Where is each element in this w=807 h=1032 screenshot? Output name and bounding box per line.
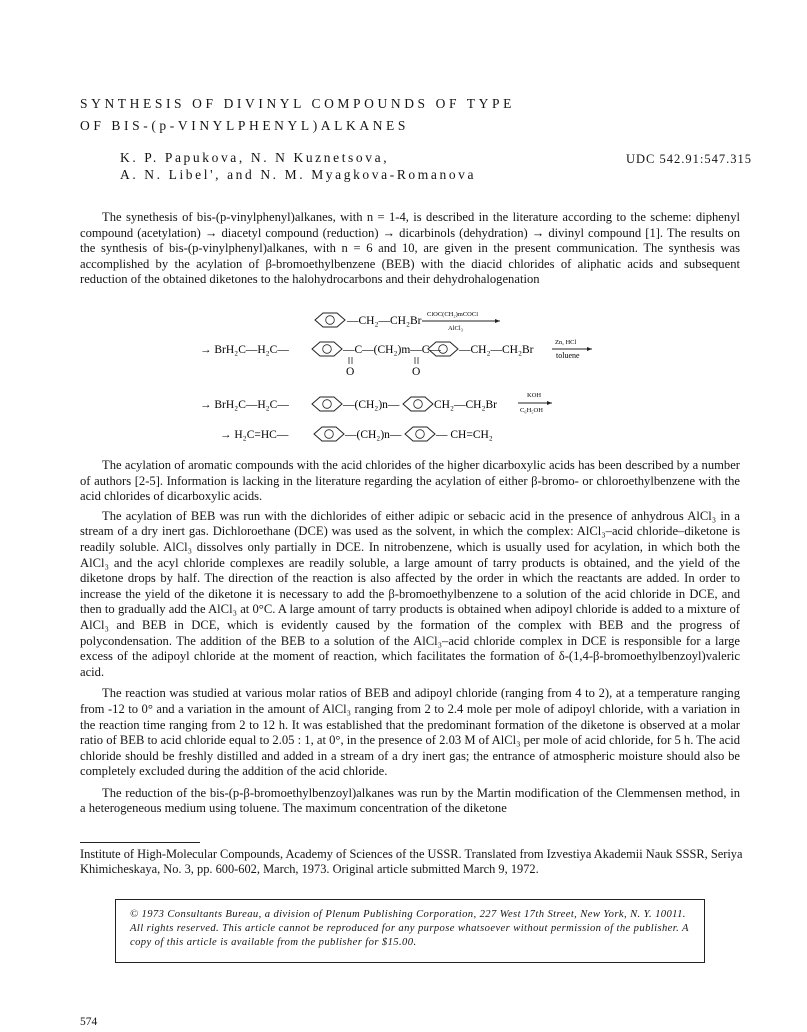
authors-line-2: A. N. Libel', and N. M. Myagkova-Romanova [120, 167, 477, 182]
carbonyl-oxygen-left: O [346, 366, 355, 378]
row1-group: —CH₂—CH₂Br [347, 315, 422, 327]
copyright-box [115, 899, 705, 963]
row2-solvent: toluene [556, 351, 580, 360]
carbonyl-oxygen-right: O [412, 366, 421, 378]
intro-paragraph-block [80, 210, 740, 288]
row2-mid: —C—(CH₂)m—C— [343, 344, 441, 356]
page-number: 574 [80, 1016, 98, 1028]
row3-end: CH₂—CH₂Br [434, 399, 497, 411]
row3-reagent: KOH [527, 392, 542, 399]
benzene-ring-row4-left [314, 427, 344, 441]
udc-code: UDC 542.91:547.315 [626, 152, 752, 166]
footnote-rule [80, 842, 200, 843]
authors-line-1: K. P. Papukova, N. N Kuznetsova, [120, 150, 390, 165]
row2-end: —CH₂—CH₂Br [459, 344, 534, 356]
benzene-ring-row1 [315, 313, 345, 327]
paragraph-4: The reaction was studied at various molar ratios of BEB and adipoyl chloride (ranging from 4 to 2), at a temperature ranging from -12 to 0° and a variation in the amount of AlCl₃ ranging from 2 to 2.4 mole per mole of adipoyl chloride, with a variation in the reaction time ranging from 2 to 12 h. It was established that the predominant formation of the diketone is observed at a molar ratio of BEB to acid chloride equal to 2.05 : 1, at 0°, in the presence of 2.03 M of AlCl₃ per mole of acid chloride, for 5 h. The acid chloride should be freshly distilled and added in a stream of a dry inert gas; the entrance of atmospheric moisture should also be completely excluded during the addition of the acid chloride. [80, 686, 740, 779]
body-text-block [80, 458, 740, 817]
copyright-text: © 1973 Consultants Bureau, a division of Plenum Publishing Corporation, 227 West 17th Street, New York, N. Y. 10011. All rights reserved. This article cannot be reproduced for any purpose whatsoever without permission of the publisher. A copy of this article is available from the publisher for $15.00. [130, 909, 689, 948]
row1-reagent: ClOC(CH₂)mCOCl [427, 312, 479, 318]
row2-start: → BrH₂C—H₂C— [200, 344, 289, 356]
reaction-scheme [200, 312, 600, 457]
benzene-ring-row3-left [312, 397, 342, 411]
reaction-scheme-svg [200, 312, 600, 457]
row1-catalyst: AlCl₃ [448, 325, 463, 332]
article-title-line-2: OF BIS-(p-VINYLPHENYL)ALKANES [80, 118, 410, 133]
paragraph-3: The acylation of BEB was run with the dichlorides of either adipic or sebacic acid in the presence of anhydrous AlCl₃ in a stream of a dry inert gas. Dichloroethane (DCE) was used as the solvent, in which the complex: AlCl₃–acid chloride–diketone is readily soluble. AlCl₃ dissolves only partially in DCE. In nitrobenzene, which is usually used for acylation, in which both the AlCl₃ and the acyl chloride complexes are readily soluble, a large amount of tarry products is obtained, and the yield of the diketone drops by half. The direction of the reaction is also affected by the order in which the reactants are added. In order to increase the yield of the diketone it is necessary to add the β-bromoethylbenzene to a solution of the acid chloride in DCE, and then to gradually add the AlCl₃ at 0°C. A large amount of tarry products is obtained when adipoyl chloride is added to a mixture of AlCl₃ and BEB in DCE, which is evidently caused by the formation of the complex with BEB and the progress of polycondensation. The addition of the BEB to a solution of the AlCl₃–acid chloride complex in DCE is responsible for a large excess of the adipoyl chloride at the moment of reaction, which facilitates the formation of δ-(1,4-β-bromoethylbenzoyl)valeric acid. [80, 508, 740, 679]
benzene-ring-row4-right [405, 427, 435, 441]
article-title-line-1: SYNTHESIS OF DIVINYL COMPOUNDS OF TYPE [80, 96, 515, 111]
paragraph-5: The reduction of the bis-(p-β-bromoethylbenzoyl)alkanes was run by the Martin modification of the Clemmensen method, in a heterogeneous medium using toluene. The maximum concentration of the diketone [80, 785, 740, 816]
row3-solvent: C₆H₅OH [520, 407, 543, 414]
paragraph-2: The acylation of aromatic compounds with the acid chlorides of the higher dicarboxylic acids has been described by a number of authors [2-5]. Information is lacking in the literature regarding the acylation of either β-bromo- or chloroethylbenzene with the acid chlorides of dicarboxylic acids. [80, 458, 740, 504]
row4-end: — CH=CH₂ [436, 429, 493, 441]
footnote: Institute of High-Molecular Compounds, Academy of Sciences of the USSR. Translated from Izvestiya Akademii Nauk SSSR, Seriya Khimicheskaya, No. 3, pp. 600-602, March, 1973. Original article submitted March 9, 1972. [80, 847, 743, 877]
row4-mid: —(CH₂)n— [345, 429, 402, 441]
row2-reagent: Zn, HCl [555, 339, 577, 346]
benzene-ring-row3-right [403, 397, 433, 411]
row3-mid: —(CH₂)n— [343, 399, 400, 411]
row4-start: → H₂C=HC— [220, 429, 289, 441]
paragraph-1: The synethesis of bis-(p-vinylphenyl)alkanes, with n = 1-4, is described in the literature according to the scheme: diphenyl compound (acetylation) → diacetyl compound (reduction) → dicarbinols (dehydration) → divinyl compound [1]. The results on the synthesis of bis-(p-vinylphenyl)alkanes, with n = 6 and 10, are given in the present communication. The synthesis was accomplished by the acylation of β-bromoethylbenzene (BEB) with the diacid chlorides of aliphatic acids and subsequent reduction of the obtained diketones to the halohydrocarbons and their dehydrohalogenation [80, 210, 740, 287]
row3-start: → BrH₂C—H₂C— [200, 399, 289, 411]
benzene-ring-row2-left [312, 342, 342, 356]
